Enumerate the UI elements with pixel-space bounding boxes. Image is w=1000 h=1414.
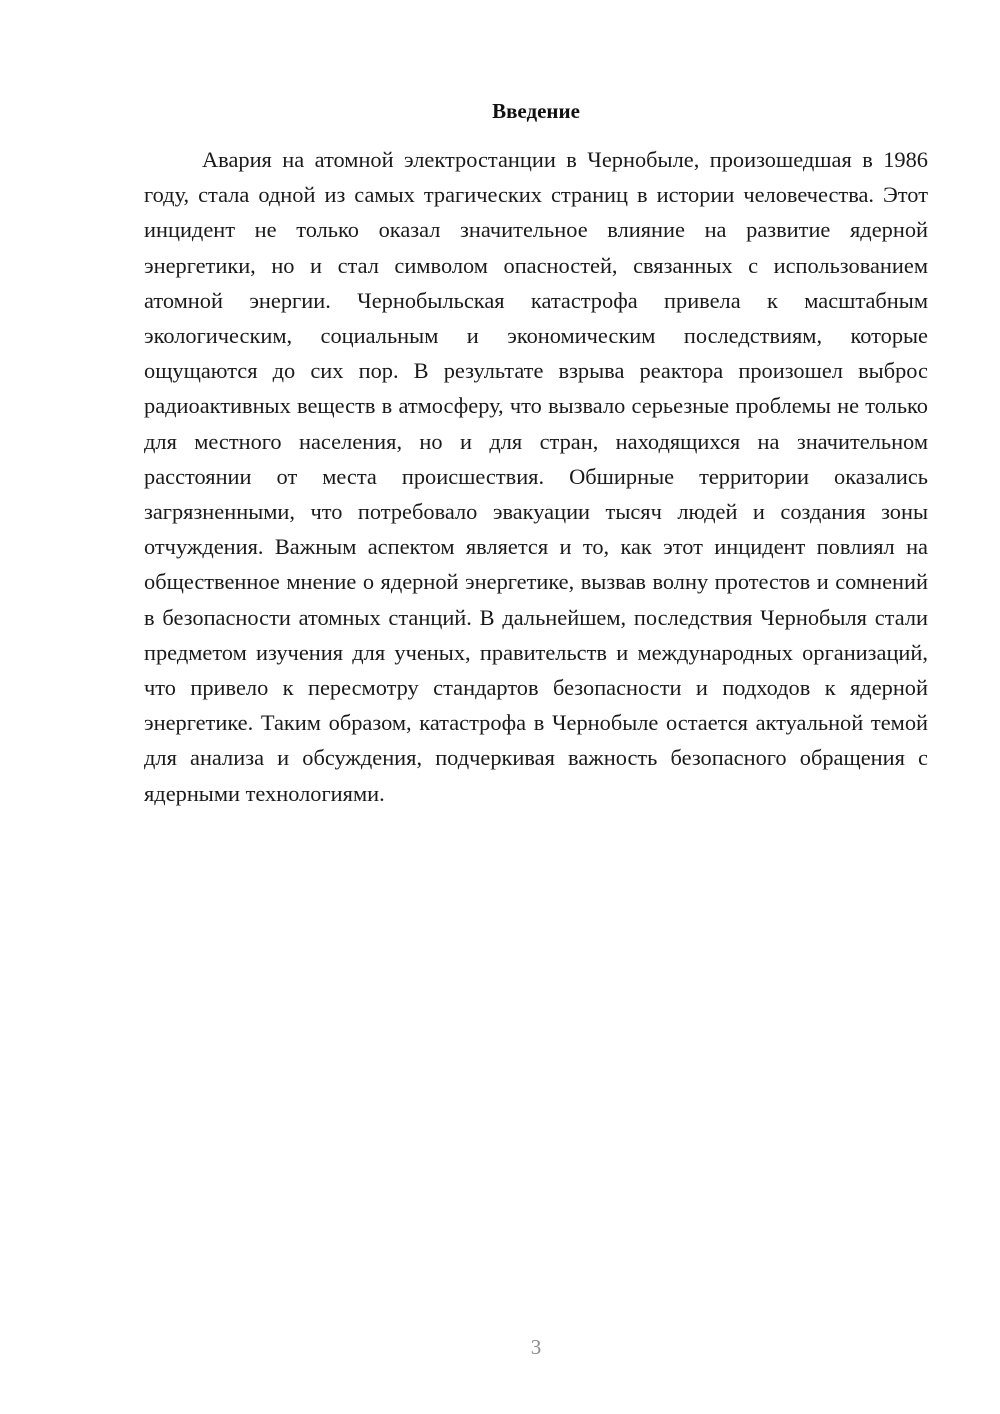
section-heading: Введение <box>492 99 580 123</box>
intro-paragraph: Авария на атомной электростанции в Чернобыле, произошедшая в 1986 году, стала одной из самых трагических страниц в истории человечества. Этот инцидент не только оказал значительное влияние на развитие ядерной энергетики, но и стал символом опасностей, связанных с использованием атомной энергии. Чернобыльская катастрофа привела к масштабным экологическим, социальным и экономическим последствиям, которые ощущаются до сих пор. В результате взрыва реактора произошел выброс радиоактивных веществ в атмосферу, что вызвало серьезные проблемы не только для местного населения, но и для стран, находящихся на значительном расстоянии от места происшествия. Обширные территории оказались загрязненными, что потребовало эвакуации тысяч людей и создания зоны отчуждения. Важным аспектом является и то, как этот инцидент повлиял на общественное мнение о ядерной энергетике, вызвав волну протестов и сомнений в безопасности атомных станций. В дальнейшем, последствия Чернобыля стали предметом изучения для ученых, правительств и международных организаций, что привело к пересмотру стандартов безопасности и подходов к ядерной энергетике. Таким образом, катастрофа в Чернобыле остается актуальной темой для анализа и обсуждения, подчеркивая важность безопасного обращения с ядерными технологиями. <box>144 147 928 806</box>
page-number: 3 <box>530 1335 542 1359</box>
